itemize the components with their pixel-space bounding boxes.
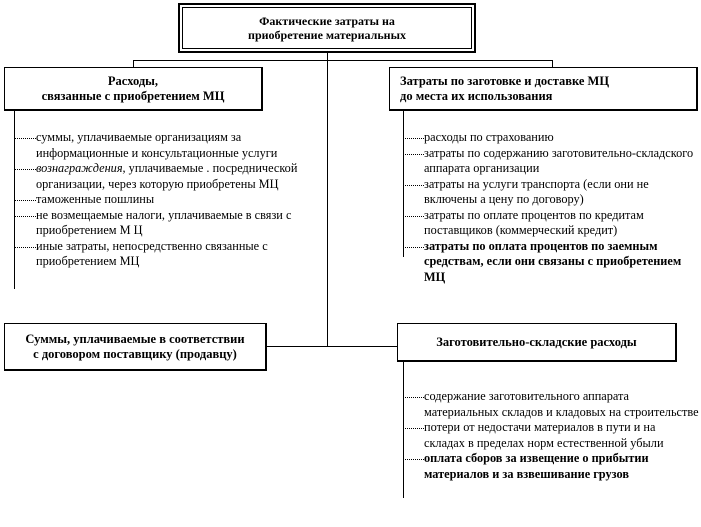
list-item: затраты по содержанию заготовительно-складского аппарата организации — [424, 146, 699, 177]
list-item: затраты по оплате процентов по кредитам поставщиков (коммерческий кредит) — [424, 208, 699, 239]
purchase-costs-list — [36, 130, 326, 270]
list-item: содержание заготовительного аппарата материальных складов и кладовых на строительстве — [424, 389, 699, 419]
list-item: расходы по страхованию — [424, 130, 699, 146]
list-item: суммы, уплачиваемые организациям за информационные и консультационные услуги — [36, 130, 326, 161]
list-item-rest: уплачиваемые . посреднической организации, через которую приобретены МЦ — [36, 161, 298, 191]
list-item: иные затраты, непосредственно связанные с приобретением МЦ — [36, 239, 326, 270]
list-item: затраты на услуги транспорта (если они не включены а цену по договору) — [424, 177, 699, 208]
list-item: затраты по оплата процентов по заемным средствам, если они связаны с приобретением МЦ — [424, 239, 699, 286]
top-branch-line — [133, 60, 553, 61]
top-right-drop — [552, 60, 553, 67]
list-item: оплата сборов за извещение о прибытии материалов и за взвешивание грузов — [424, 451, 699, 482]
root-label: Фактические затраты на приобретение материальных — [248, 14, 406, 42]
warehouse-costs-list — [424, 389, 699, 482]
list-item: не возмещаемые налоги, уплачиваемые в связи с приобретением М Ц — [36, 208, 326, 239]
warehouse-costs-node — [397, 323, 677, 362]
purchase-costs-node — [4, 67, 263, 111]
supply-costs-label: Затраты по заготовке и доставке МЦ до места их использования — [400, 73, 610, 103]
contract-sums-node — [4, 323, 267, 371]
purchase-costs-label: Расходы, связанные с приобретением МЦ — [41, 73, 225, 103]
middle-branch-line — [267, 346, 397, 347]
root-node — [178, 3, 476, 53]
supply-costs-node — [389, 67, 698, 111]
trunk-line — [327, 53, 328, 346]
supply-costs-list — [424, 130, 699, 285]
list-item: таможенные пошлины — [36, 192, 326, 208]
list-item-italic: вознаграждения, — [36, 161, 126, 175]
list-item — [36, 161, 326, 192]
warehouse-costs-label: Заготовительно-складские расходы — [436, 334, 637, 349]
list-item: потери от недостачи материалов в пути и на складах в пределах норм естественной убыли — [424, 420, 699, 451]
contract-sums-label: Суммы, уплачиваемые в соответствии с договором поставщику (продавцу) — [25, 331, 245, 361]
top-left-drop — [133, 60, 134, 67]
warehouse-list-spine — [403, 362, 404, 498]
